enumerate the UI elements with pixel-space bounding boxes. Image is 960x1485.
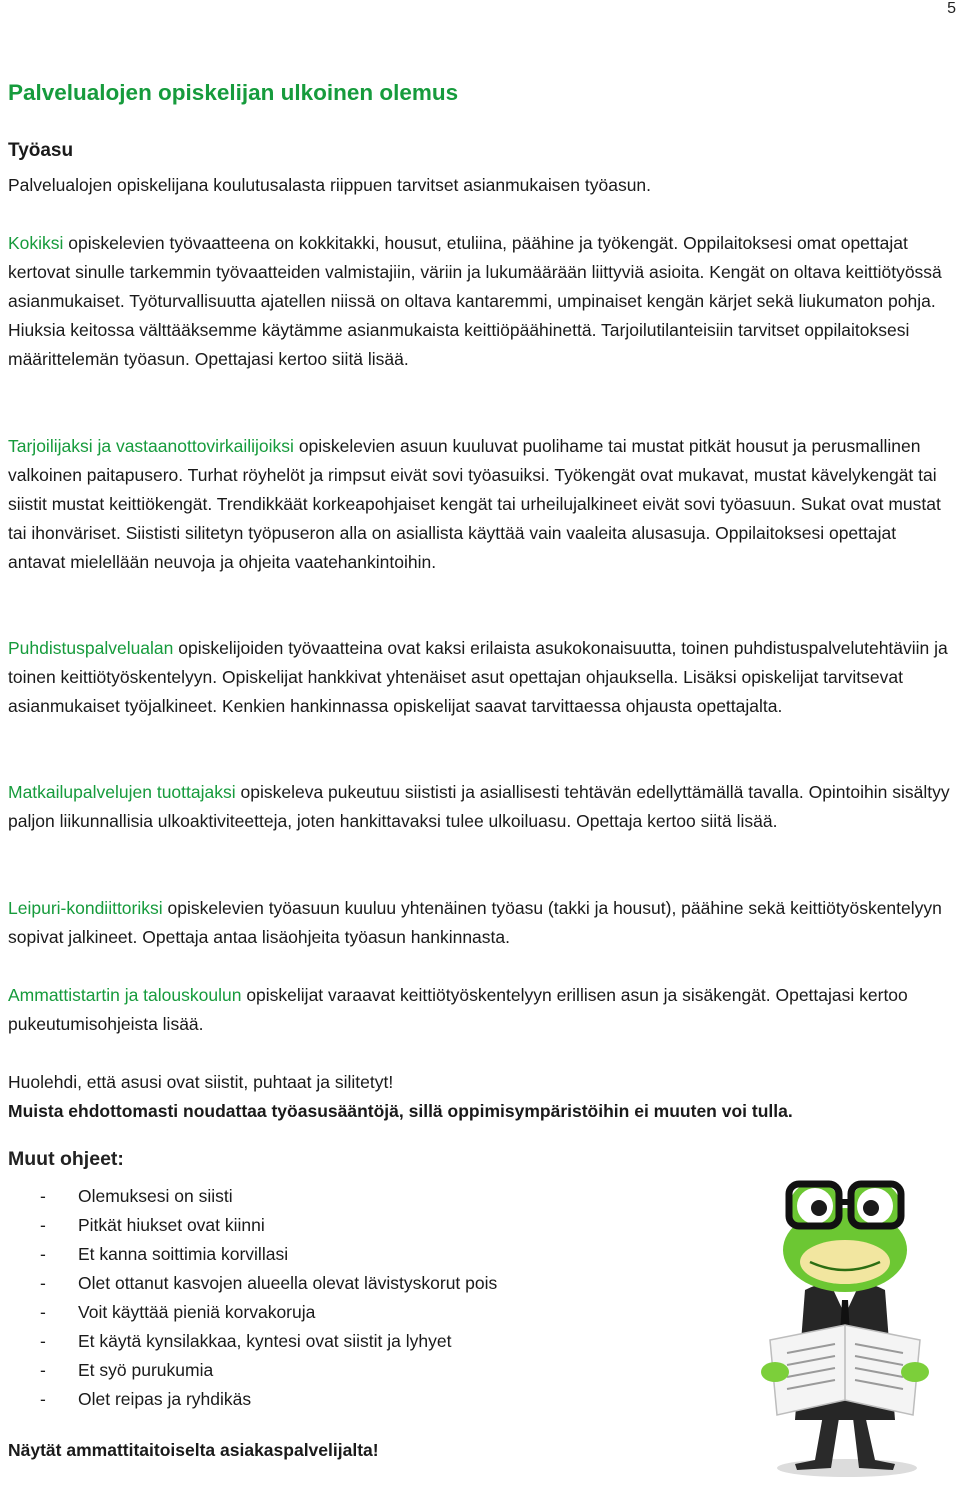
list-item-text: Et syö purukumia xyxy=(78,1360,214,1380)
paragraph-highlight: Puhdistuspalvelualan xyxy=(8,638,174,658)
list-item xyxy=(8,1269,497,1298)
other-instructions-list xyxy=(8,1182,497,1414)
paragraph-puhdistus xyxy=(8,634,953,721)
reminder: Huolehdi, että asusi ovat siistit, puhtaat ja silitetyt! xyxy=(8,1072,394,1092)
list-item-text: Voit käyttää pieniä korvakoruja xyxy=(78,1302,316,1322)
list-item xyxy=(8,1211,497,1240)
list-item-text: Olet ottanut kasvojen alueella olevat lävistyskorut pois xyxy=(78,1273,498,1293)
paragraph-highlight: Leipuri-kondiittoriksi xyxy=(8,898,163,918)
list-item xyxy=(8,1356,497,1385)
list-item xyxy=(8,1240,497,1269)
dash-bullet: - xyxy=(40,1186,46,1206)
dash-bullet: - xyxy=(40,1360,46,1380)
hand-right xyxy=(901,1362,929,1382)
dash-bullet: - xyxy=(40,1389,46,1409)
pupil-right xyxy=(863,1200,879,1216)
dash-bullet: - xyxy=(40,1244,46,1264)
paragraph-text: opiskelijat varaavat keittiötyöskentelyyn erillisen asun ja sisäkengät. Opettajasi kertoo pukeutumisohjeista lisää. xyxy=(8,985,908,1034)
paragraph-highlight: Kokiksi xyxy=(8,233,64,253)
other-instructions-heading: Muut ohjeet: xyxy=(8,1148,124,1170)
section-heading: Työasu xyxy=(8,140,74,161)
list-item xyxy=(8,1298,497,1327)
paragraph-text: opiskelevien työvaatteena on kokkitakki, housut, etuliina, päähine ja työkengät. Oppilaitoksesi omat opettajat kertovat sinulle tarkemmin työvaatteiden valmistajiin, väriin ja lukumäärään liittyviä asioita. Kengät on oltava keittiötyössä asianmukaiset. Työturvallisuutta ajatellen niissä on oltava kantaremmi, umpinaiset kengän kärjet sekä liukumaton pohja. Hiuksia keitossa välttääksemme käytämme asianmukaista keittiöpäähinettä. Tarjoilutilanteisiin tarvitset oppilaitoksesi määrittelemän työasun. Opettajasi kertoo siitä lisää. xyxy=(8,233,942,369)
paragraph-text: opiskelevien asuun kuuluvat puolihame tai mustat pitkät housut ja perusmallinen valkoinen paitapusero. Turhat röyhelöt ja rimpsut eivät sovi työasuiksi. Työkengät ovat mukavat, mustat kävelykengät tai siistit mustat keittiökengät. Trendikkäät korkeapohjaiset kengät tai urheilujalkineet eivät sovi työasuun. Sukat ovat mustat tai ihonväriset. Siististi silitetyn työpuseron alla on asiallista käyttää vain vaaleita alusasuja. Oppilaitoksesi opettajat antavat mielellään neuvoja ja ohjeita vaatehankintoihin. xyxy=(8,436,941,572)
paragraph-text: opiskeleva pukeutuu siististi ja asiallisesti tehtävän edellyttämällä tavalla. Opintoihin sisältyy paljon liikunnallisia ulkoaktiviteetteja, joten hankittavaksi tulee ulkoiluasu. Opettaja kertoo siitä lisää. xyxy=(8,782,950,831)
dash-bullet: - xyxy=(40,1215,46,1235)
paragraph-highlight: Matkailupalvelujen tuottajaksi xyxy=(8,782,236,802)
reminder-bold: Muista ehdottomasti noudattaa työasusääntöjä, sillä oppimisympäristöihin ei muuten voi tulla. xyxy=(8,1101,793,1121)
list-item-text: Olemuksesi on siisti xyxy=(78,1186,233,1206)
frog-illustration xyxy=(735,1150,955,1480)
paragraph-ammattistartti xyxy=(8,981,953,1039)
list-item-text: Pitkät hiukset ovat kiinni xyxy=(78,1215,265,1235)
pupil-left xyxy=(811,1200,827,1216)
paragraph-text: opiskelijoiden työvaatteina ovat kaksi erilaista asukokonaisuutta, toinen puhdistuspalvelutehtäviin ja toinen keittiötyöskentelyyn. Opiskelijat hankkivat yhtenäiset asut opettajan ohjauksella. Lisäksi opiskelijat tarvitsevat asianmukaiset työjalkineet. Kenkien hankinnassa opiskelijat saavat tarvittaessa ohjausta opettajalta. xyxy=(8,638,948,716)
dash-bullet: - xyxy=(40,1302,46,1322)
page-number: 5 xyxy=(947,0,956,17)
closing-statement: Näytät ammattitaitoiselta asiakaspalvelijalta! xyxy=(8,1440,379,1460)
list-item xyxy=(8,1327,497,1356)
frog-chin xyxy=(800,1240,890,1284)
paragraph-highlight: Tarjoilijaksi ja vastaanottovirkailijoiksi xyxy=(8,436,294,456)
list-item-text: Et kanna soittimia korvillasi xyxy=(78,1244,289,1264)
hand-left xyxy=(761,1362,789,1382)
paragraph-leipuri xyxy=(8,894,953,952)
dash-bullet: - xyxy=(40,1273,46,1293)
list-item xyxy=(8,1182,497,1211)
list-item xyxy=(8,1385,497,1414)
paragraph-matkailu xyxy=(8,778,953,836)
intro-paragraph: Palvelualojen opiskelijana koulutusalasta riippuen tarvitset asianmukaisen työasun. xyxy=(8,175,652,195)
list-item-text: Et käytä kynsilakkaa, kyntesi ovat siistit ja lyhyet xyxy=(78,1331,452,1351)
paragraph-kokki xyxy=(8,229,953,374)
list-item-text: Olet reipas ja ryhdikäs xyxy=(78,1389,252,1409)
page-title: Palvelualojen opiskelijan ulkoinen olemus xyxy=(8,80,459,105)
paragraph-tarjoilija xyxy=(8,432,953,577)
dash-bullet: - xyxy=(40,1331,46,1351)
paragraph-text: opiskelevien työasuun kuuluu yhtenäinen työasu (takki ja housut), päähine sekä keittiötyöskentelyyn sopivat jalkineet. Opettaja antaa lisäohjeita työasun hankinnasta. xyxy=(8,898,942,947)
paragraph-highlight: Ammattistartin ja talouskoulun xyxy=(8,985,242,1005)
